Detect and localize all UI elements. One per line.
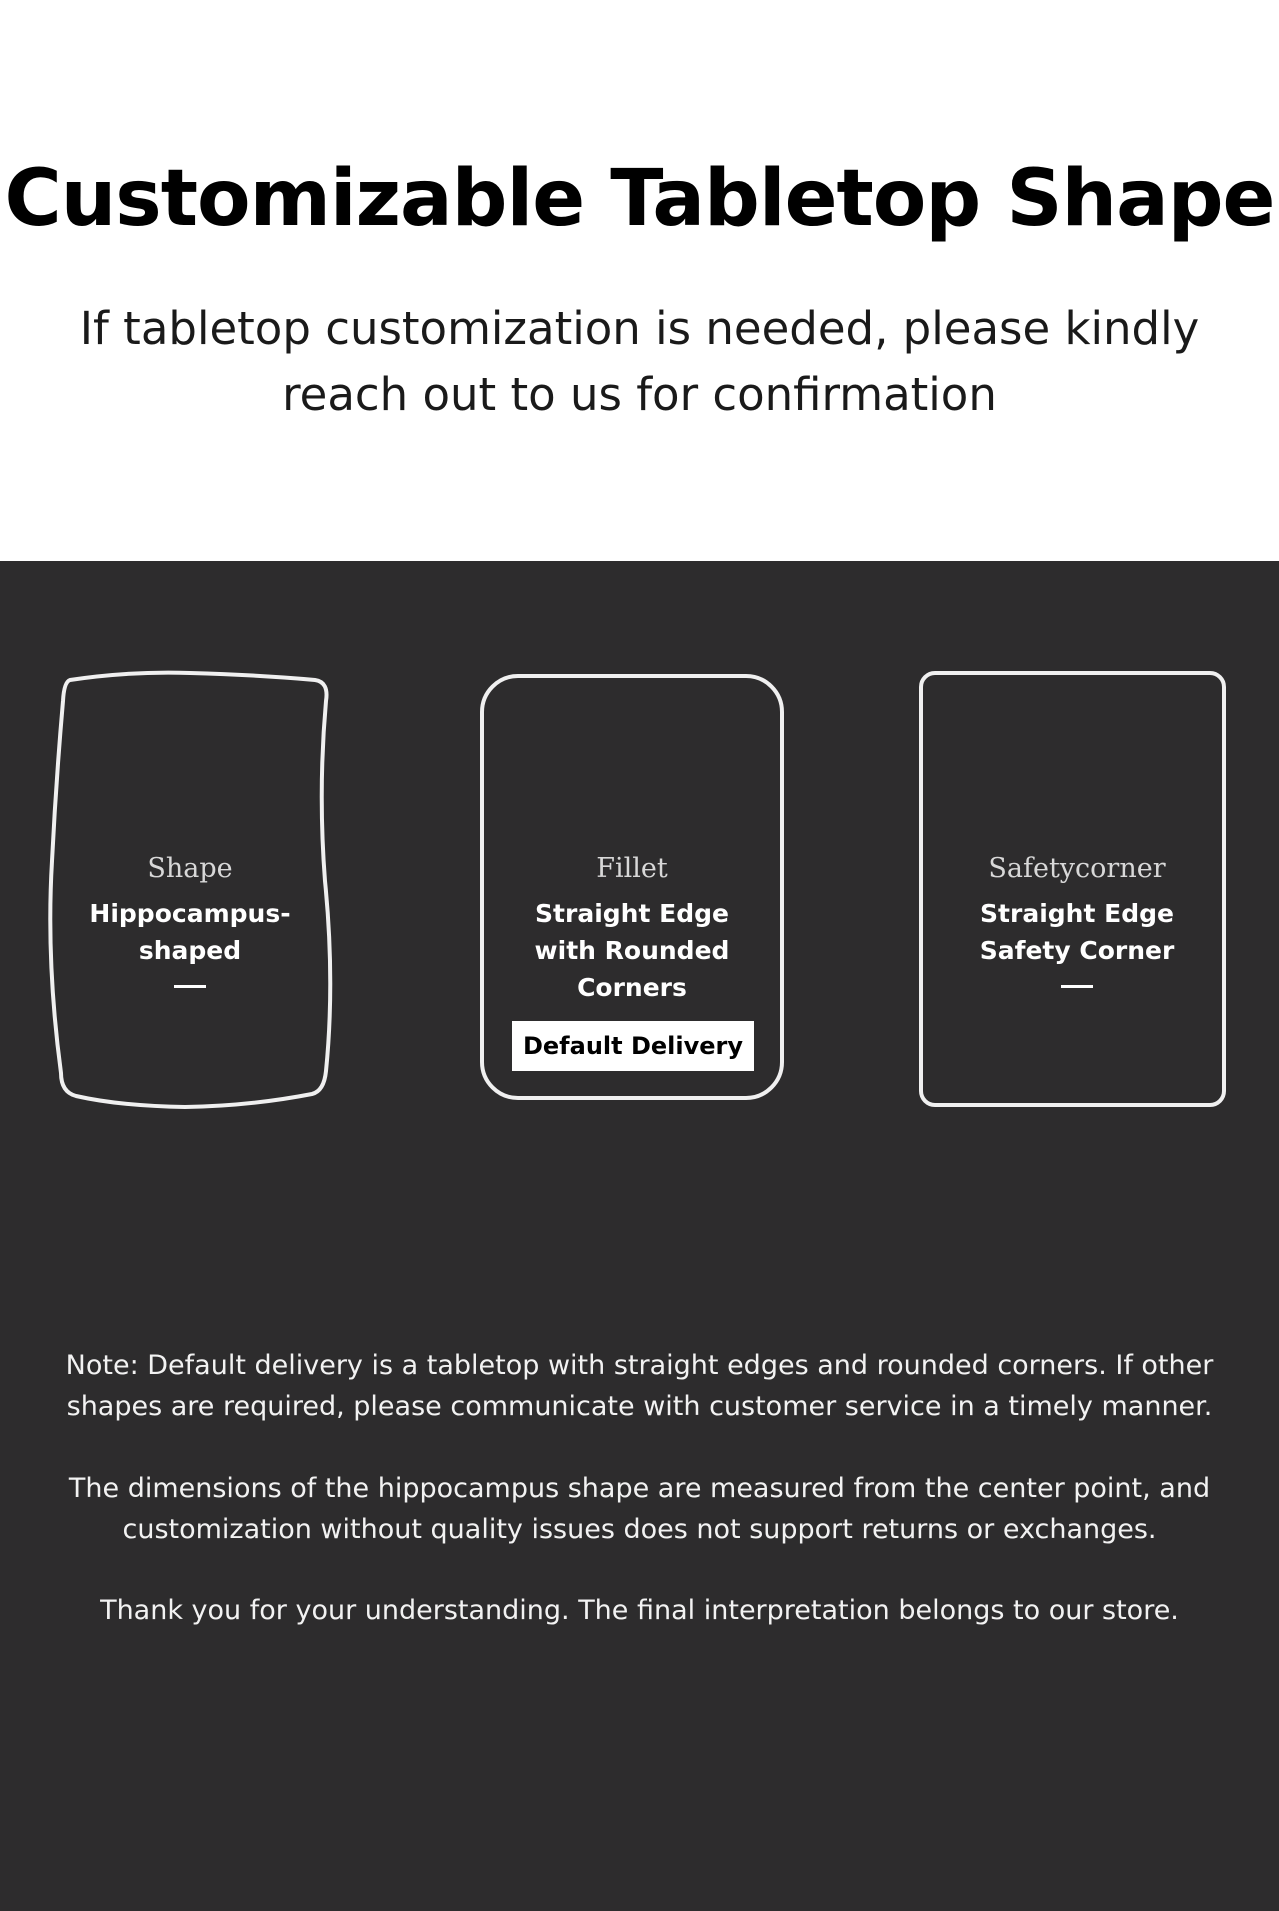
note-dimensions: The dimensions of the hippocampus shape are measured from the center point, and customization without quality issues does not support returns or exchanges. xyxy=(68,1473,1211,1545)
note-thanks: Thank you for your understanding. The final interpretation belongs to our store. xyxy=(100,1595,1179,1626)
default-delivery-badge: Default Delivery xyxy=(512,1021,754,1071)
note-default-delivery: Note: Default delivery is a tabletop with straight edges and rounded corners. If other shapes are required, please communicate with customer service in a timely manner. xyxy=(65,1350,1214,1422)
dash-divider xyxy=(174,985,206,988)
page-title: Customizable Tabletop Shape xyxy=(4,154,1275,244)
shape-label: Shape xyxy=(147,853,233,884)
shape-label: Safetycorner xyxy=(988,853,1166,884)
shapes-section xyxy=(0,561,1279,1911)
header-section xyxy=(0,0,1279,561)
shape-card-safetycorner xyxy=(962,851,1192,988)
tabletop-outlines xyxy=(0,561,1279,1911)
shape-name: Straight Edge with Rounded Corners xyxy=(534,899,730,1002)
page-subtitle: If tabletop customization is needed, please kindly reach out to us for confirmation xyxy=(79,302,1200,421)
shape-name: Hippocampus-shaped xyxy=(89,899,291,965)
dash-divider xyxy=(1061,985,1093,988)
shape-name: Straight Edge Safety Corner xyxy=(979,899,1175,965)
shape-card-fillet xyxy=(502,851,762,1025)
shape-label: Fillet xyxy=(596,853,668,884)
shape-card-hippocampus xyxy=(70,851,310,988)
